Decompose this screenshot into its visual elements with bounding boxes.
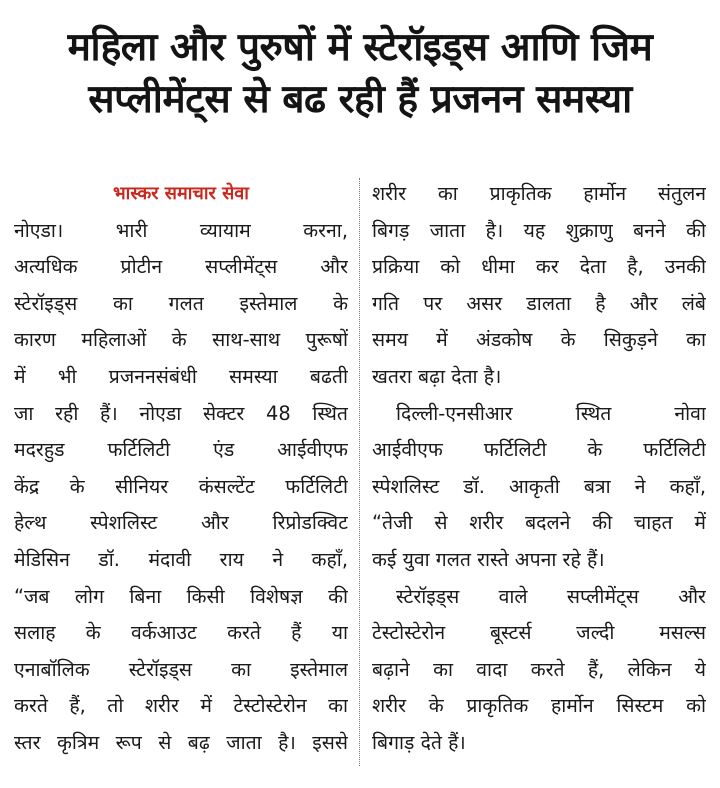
text-line: जा रही हैं। नोएडा सेक्टर 48 स्थित: [14, 401, 348, 425]
article-body: [14, 176, 706, 776]
left-column: [14, 176, 348, 762]
right-paragraph-2: [372, 396, 706, 579]
right-column: [372, 176, 706, 762]
text-line: समय में अंडकोष के सिकुड़ने का: [372, 328, 706, 352]
byline: भास्कर समाचार सेवा: [113, 183, 249, 204]
text-line: अत्यधिक प्रोटीन सप्लीमेंट्स और: [14, 255, 348, 279]
headline: [14, 22, 706, 126]
text-line: स्पेशलिस्ट डॉ. आकृती बत्रा ने कहाँ,: [372, 474, 706, 498]
text-line: बिगड़ जाता है। यह शुक्राणु बनने की: [372, 218, 706, 242]
text-line: गति पर असर डालता है और लंबे: [372, 291, 706, 315]
text-line: बिगाड़ देते हैं।: [372, 730, 466, 754]
text-line: शरीर के प्राकृतिक हार्मोन सिस्टम को: [372, 694, 706, 718]
left-paragraph: [14, 213, 348, 762]
text-line: स्टेरॉइड्स का गलत इस्तेमाल के: [14, 291, 348, 315]
text-line: मेडिसिन डॉ. मंदावी राय ने कहाँ,: [14, 547, 348, 571]
text-line: में भी प्रजननसंबंधी समस्या बढती: [14, 364, 348, 388]
text-line: “तेजी से शरीर बदलने की चाहत में: [372, 511, 706, 535]
text-line: मदरहुड फर्टिलिटी एंड आईवीएफ: [14, 438, 348, 462]
text-line: स्तर कृत्रिम रूप से बढ़ जाता है। इससे: [14, 730, 348, 754]
text-line: कारण महिलाओं के साथ-साथ पुरूषों: [14, 328, 348, 352]
text-line: हेल्थ स्पेशलिस्ट और रिप्रोडक्विट: [14, 511, 348, 535]
text-line: शरीर का प्राकृतिक हार्मोन संतुलन: [372, 182, 706, 205]
right-paragraph-1: [372, 176, 706, 396]
text-line: “जब लोग बिना किसी विशेषज्ञ की: [14, 584, 348, 608]
text-line: आईवीएफ फर्टिलिटी के फर्टिलिटी: [372, 438, 706, 462]
text-line: एनाबॉलिक स्टेरॉइड्स का इस्तेमाल: [14, 657, 348, 681]
text-line: स्टेरॉइड्स वाले सप्लीमेंट्स और: [396, 584, 706, 608]
text-line: कई युवा गलत रास्ते अपना रहे हैं।: [372, 547, 605, 571]
right-paragraph-3: [372, 579, 706, 762]
headline-line-2: सप्लीमेंट्स से बढ रही हैं प्रजनन समस्या: [88, 77, 632, 122]
text-line: नोएडा। भारी व्यायाम करना,: [14, 218, 348, 242]
column-divider: [359, 178, 360, 766]
text-line: सलाह के वर्कआउट करते हैं या: [14, 621, 348, 645]
text-line: प्रक्रिया को धीमा कर देता है, उनकी: [372, 255, 706, 279]
text-line: टेस्टोस्टेरोन बूस्टर्स जल्दी मसल्स: [372, 621, 706, 645]
text-line: बढ़ाने का वादा करते हैं, लेकिन ये: [372, 657, 706, 681]
text-line: केंद्र के सीनियर कंसल्टेंट फर्टिलिटी: [14, 474, 348, 498]
text-line: करते हैं, तो शरीर में टेस्टोस्टेरोन का: [14, 694, 348, 718]
headline-line-1: महिला और पुरुषों में स्टेरॉइड्स आणि जिम: [67, 25, 653, 70]
text-line: खतरा बढ़ा देता है।: [372, 364, 502, 388]
text-line: दिल्ली-एनसीआर स्थित नोवा: [396, 401, 706, 425]
